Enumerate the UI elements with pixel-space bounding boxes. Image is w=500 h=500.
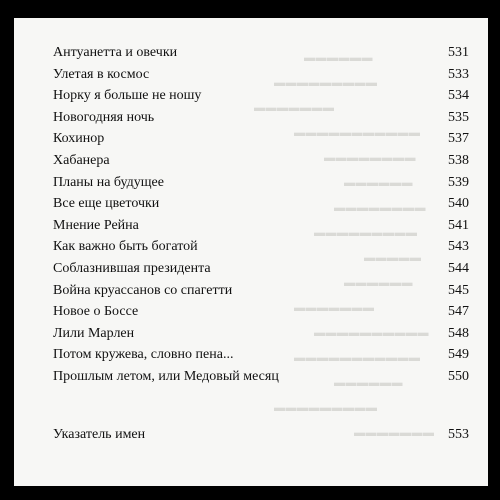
toc-entry-title: Антуанетта и овечки	[53, 45, 178, 60]
toc-entry	[53, 107, 469, 129]
toc-entry-title: Война круассанов со спагетти	[53, 282, 233, 298]
toc-entry	[53, 344, 469, 366]
toc-entry	[53, 366, 469, 388]
toc-entry	[53, 85, 469, 107]
toc-entry-page: 537	[448, 131, 469, 147]
toc-entry-page: 531	[448, 45, 469, 60]
toc-entry-page: 535	[448, 109, 469, 125]
toc-entry	[53, 42, 469, 64]
toc-entry	[53, 172, 469, 194]
toc-index-page: 553	[448, 427, 469, 442]
toc-entry	[53, 64, 469, 86]
toc-index-entry	[53, 424, 469, 446]
book-page	[14, 18, 488, 486]
toc-entry-page: 538	[448, 152, 469, 168]
toc-entry-page: 534	[448, 88, 469, 104]
toc-entry-page: 548	[448, 325, 469, 341]
toc-index-title: Указатель имен	[53, 427, 146, 442]
toc-entry-title: Новое о Боссе	[53, 304, 139, 320]
toc-entry	[53, 236, 469, 258]
toc-entry-page: 547	[448, 304, 469, 320]
toc-entry-title: Все еще цветочки	[53, 196, 160, 212]
toc-entry	[53, 193, 469, 215]
toc-entry-title: Как важно быть богатой	[53, 239, 198, 255]
toc-entry-page: 543	[448, 239, 469, 255]
toc-entry	[53, 258, 469, 280]
toc-entry-page: 545	[448, 282, 469, 298]
toc-entry-page: 550	[448, 368, 469, 384]
toc-entry	[53, 280, 469, 302]
show-through-background: ▬▬▬▬▬▬ ▬▬▬▬▬▬▬▬▬ ▬▬▬▬▬▬▬ ▬▬▬▬▬▬▬▬▬▬▬ ▬▬▬▬▬▬▬▬ ▬▬▬▬▬▬ ▬▬▬▬▬▬▬▬ ▬▬▬▬▬▬▬▬▬ ▬▬▬▬▬ ▬▬▬▬▬▬ ▬▬▬▬▬▬▬ ▬▬▬▬▬▬▬▬▬▬ ▬▬▬▬▬▬▬▬▬▬▬ ▬▬▬▬▬▬ ▬▬▬▬▬▬▬▬▬ ▬▬▬▬▬▬▬	[254, 52, 435, 439]
toc-entry-page: 540	[448, 196, 469, 212]
toc-entry-title: Улетая в космос	[53, 66, 150, 82]
toc-entry	[53, 128, 469, 150]
toc-entry-title: Новогодняя ночь	[53, 109, 155, 125]
toc-entry-title: Мнение Рейна	[53, 217, 139, 233]
toc-entry-page: 544	[448, 260, 469, 276]
toc-entry	[53, 150, 469, 172]
toc-entry-title: Норку я больше не ношу	[53, 88, 202, 104]
toc-entry-page: 541	[448, 217, 469, 233]
toc-entry-page: 549	[448, 347, 469, 363]
toc-entry-title: Потом кружева, словно пена...	[53, 347, 234, 363]
table-of-contents	[53, 42, 469, 388]
toc-entry-title: Лили Марлен	[53, 325, 135, 341]
toc-entry	[53, 301, 469, 323]
toc-entry	[53, 323, 469, 345]
toc-entry-title: Планы на будущее	[53, 174, 164, 190]
toc-entry-title: Прошлым летом, или Медовый месяц	[53, 368, 279, 384]
toc-entry-page: 539	[448, 174, 469, 190]
toc-entry	[53, 215, 469, 237]
toc-entry-title: Хабанера	[53, 152, 110, 168]
toc-entry-title: Соблазнившая президента	[53, 260, 211, 276]
toc-entry-title: Кохинор	[53, 131, 105, 147]
toc-entry-page: 533	[448, 66, 469, 82]
